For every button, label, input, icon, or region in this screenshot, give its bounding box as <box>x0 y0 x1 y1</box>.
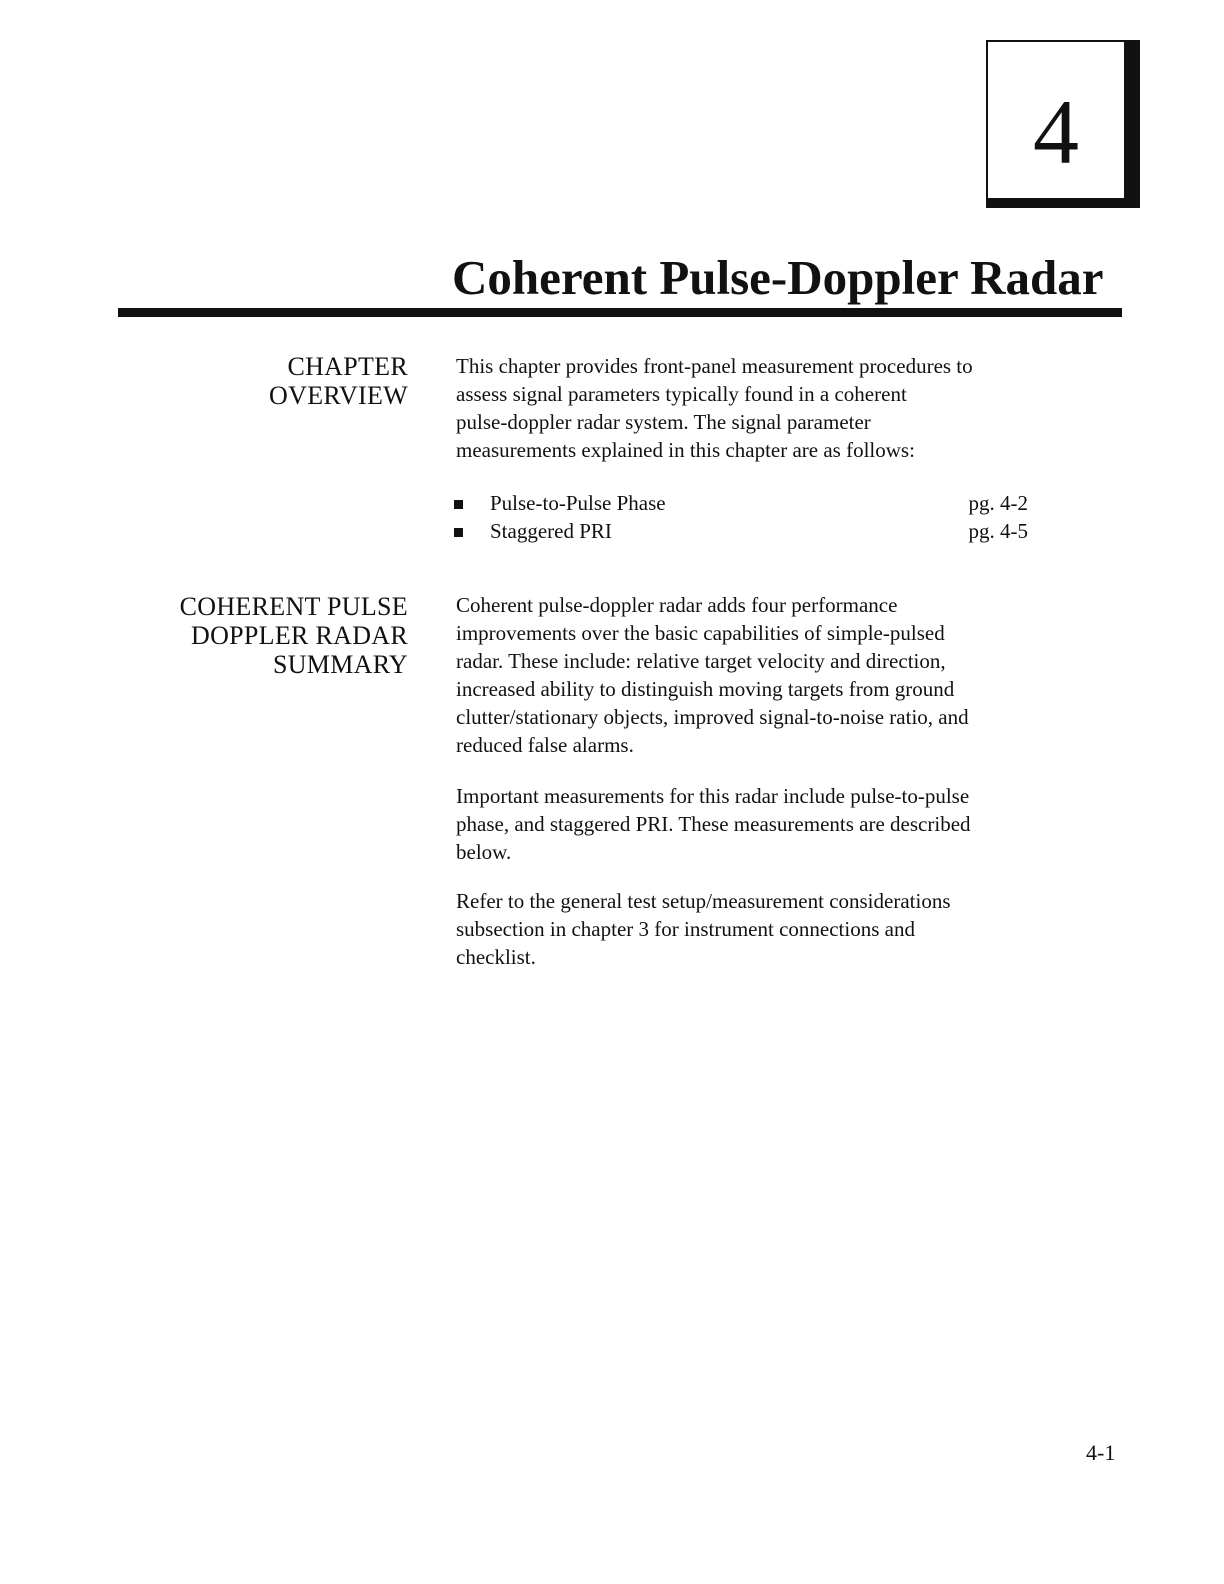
overview-heading <box>100 352 408 410</box>
overview-heading-line: OVERVIEW <box>269 381 408 410</box>
summary-heading-line: COHERENT PULSE <box>179 592 408 621</box>
list-item-label: Staggered PRI <box>490 519 612 543</box>
text-line: This chapter provides front-panel measurement procedures to <box>456 354 973 378</box>
summary-paragraph-2 <box>456 782 1126 866</box>
overview-heading-line: CHAPTER <box>287 352 408 381</box>
text-line: clutter/stationary objects, improved signal-to-noise ratio, and <box>456 705 969 729</box>
list-item-page: pg. 4-2 <box>968 491 1028 515</box>
summary-paragraph-3 <box>456 887 1126 971</box>
text-line: Refer to the general test setup/measurement considerations <box>456 889 951 913</box>
measurement-list <box>452 489 1032 545</box>
title-rule <box>118 308 1122 317</box>
summary-heading-line: SUMMARY <box>272 650 408 679</box>
text-line: below. <box>456 840 512 864</box>
list-item-page: pg. 4-5 <box>968 519 1028 543</box>
bullet-icon <box>454 528 463 537</box>
page-number: 4-1 <box>1086 1440 1116 1465</box>
text-line: assess signal parameters typically found in a coherent <box>456 382 907 406</box>
bullet-icon <box>454 500 463 509</box>
text-line: improvements over the basic capabilities of simple-pulsed <box>456 621 945 645</box>
summary-heading <box>100 592 408 679</box>
text-line: radar. These include: relative target velocity and direction, <box>456 649 946 673</box>
summary-paragraph-1 <box>456 591 1126 759</box>
text-line: subsection in chapter 3 for instrument connections and <box>456 917 915 941</box>
text-line: measurements explained in this chapter are as follows: <box>456 438 915 462</box>
chapter-title: Coherent Pulse-Doppler Radar <box>452 250 1104 305</box>
text-line: pulse-doppler radar system. The signal parameter <box>456 410 871 434</box>
list-item <box>452 517 1032 545</box>
list-item <box>452 489 1032 517</box>
summary-heading-line: DOPPLER RADAR <box>191 621 408 650</box>
text-line: Coherent pulse-doppler radar adds four performance <box>456 593 898 617</box>
text-line: reduced false alarms. <box>456 733 634 757</box>
chapter-number-box <box>986 40 1140 208</box>
text-line: increased ability to distinguish moving targets from ground <box>456 677 955 701</box>
overview-paragraph <box>456 352 1126 464</box>
text-line: phase, and staggered PRI. These measurements are described <box>456 812 971 836</box>
text-line: Important measurements for this radar include pulse-to-pulse <box>456 784 970 808</box>
list-item-label: Pulse-to-Pulse Phase <box>490 491 666 515</box>
text-line: checklist. <box>456 945 536 969</box>
chapter-number: 4 <box>1033 81 1079 183</box>
